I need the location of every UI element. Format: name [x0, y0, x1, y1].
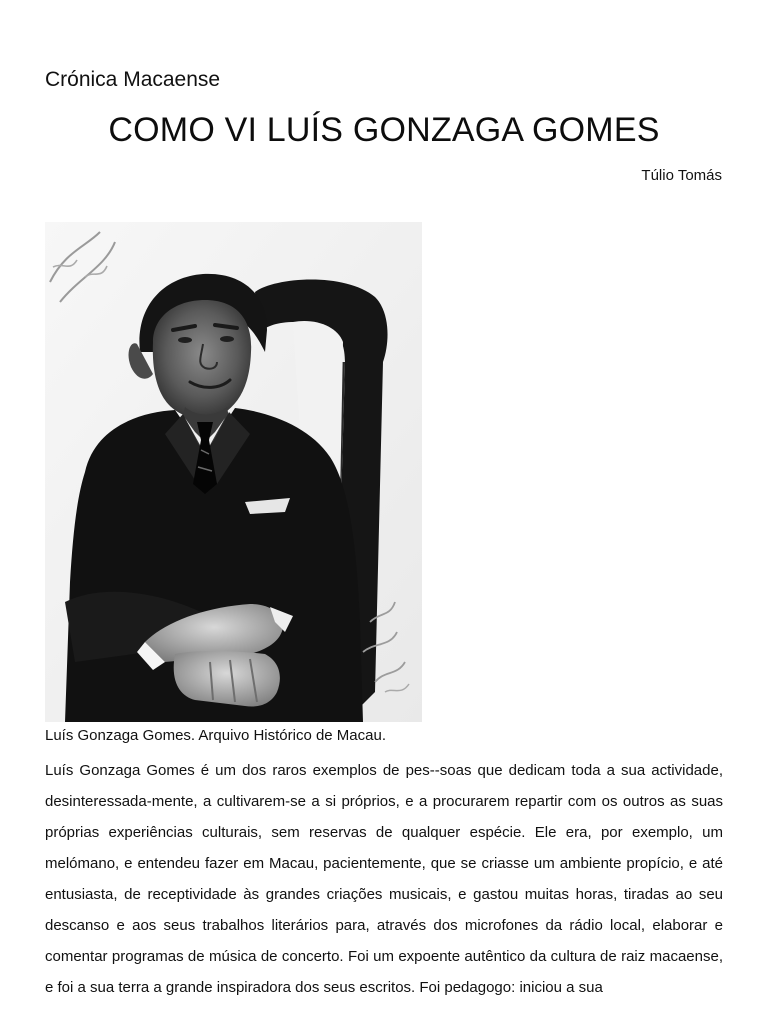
figure-caption: Luís Gonzaga Gomes. Arquivo Histórico de Macau. [45, 727, 387, 744]
body-paragraph: Luís Gonzaga Gomes é um dos raros exemplos de pes--soas que dedicam toda a sua actividade, desinteressada-mente, a cultivarem-se a si próprios, e a procurarem repartir com os outros as suas próprias experiências culturais, sem reservas de qualquer espécie. Ele era, por exemplo, um melómano, e entendeu fazer em Macau, pacientemente, que se criasse um ambiente propício, e até entusiasta, de receptividade às grandes criações musicais, e gastou muitas horas, tiradas ao seu descanso e aos seus trabalhos literários para, através dos microfones da rádio local, elaborar e comentar programas de música de concerto. Foi um expoente autêntico da cultura de raiz macaense, e foi a sua terra a grande inspiradora dos seus escritos. Foi pedagogo: iniciou a sua [45, 762, 723, 996]
section-label: Crónica Macaense [45, 68, 221, 91]
author-name: Túlio Tomás [641, 167, 722, 184]
portrait-photo [45, 222, 422, 722]
article-title: COMO VI LUÍS GONZAGA GOMES [108, 111, 660, 149]
